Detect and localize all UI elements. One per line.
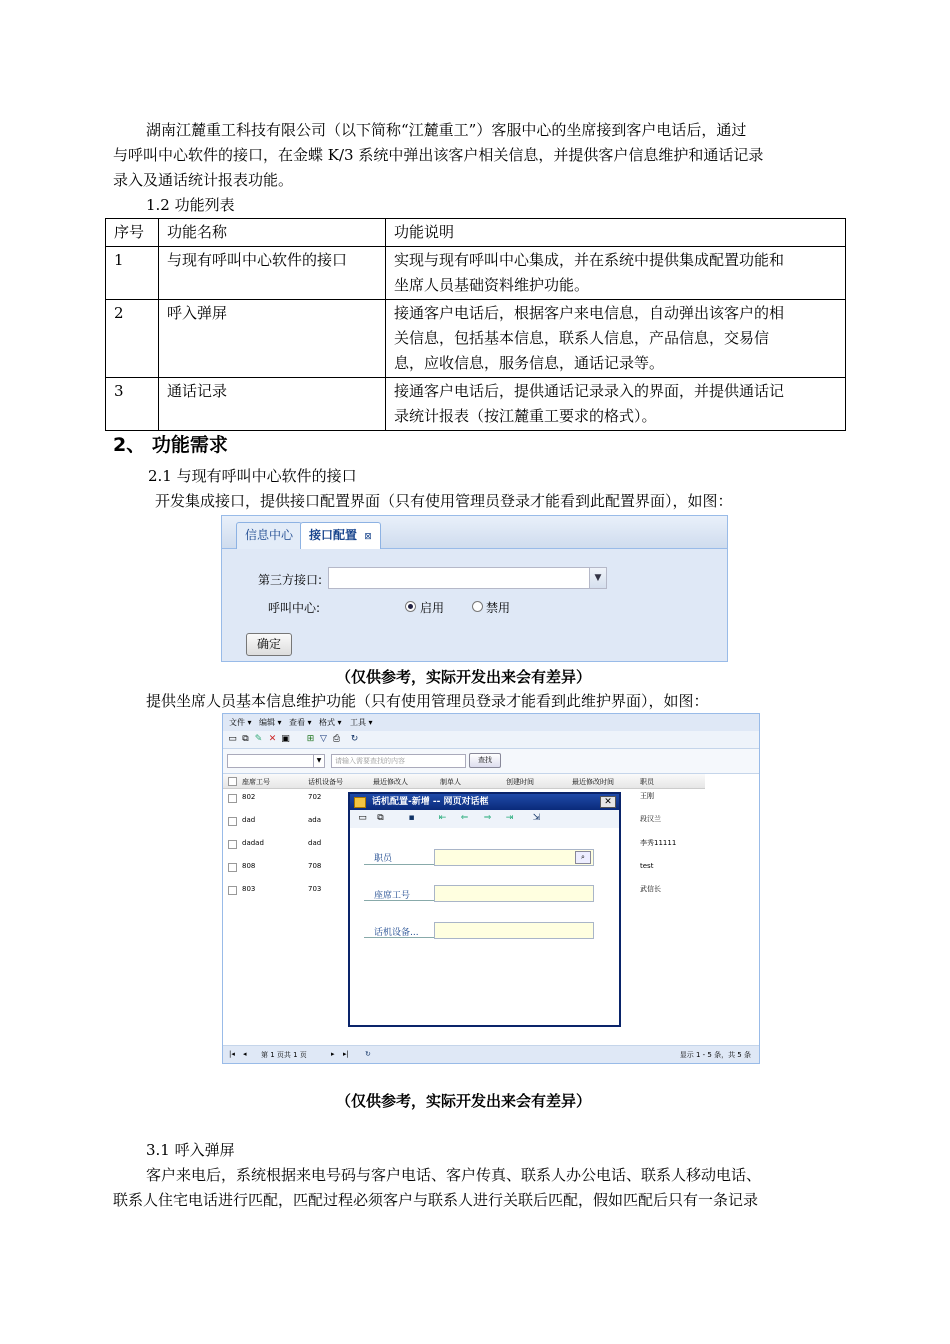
last-icon[interactable]: ⇥ <box>505 813 514 823</box>
row-checkbox[interactable] <box>228 886 237 895</box>
section-2-1-heading: 2.1 与现有呼叫中心软件的接口 <box>148 467 357 485</box>
radio-disable[interactable] <box>472 601 483 612</box>
cell-agent-id: dadad <box>242 839 264 847</box>
cell-no: 1 <box>106 247 159 300</box>
col-header: 职员 <box>640 778 654 786</box>
search-field-select[interactable] <box>227 754 325 768</box>
para-2-1: 开发集成接口，提供接口配置界面（只有使用管理员登录才能看到此配置界面），如图： <box>155 492 733 510</box>
refresh-icon[interactable]: ↻ <box>350 734 359 744</box>
page-info: 第 1 页共 1 页 <box>261 1051 307 1059</box>
search-button[interactable]: 查找 <box>469 753 501 768</box>
col-header: 最近修改时间 <box>572 778 614 786</box>
cell-device: dad <box>308 839 322 847</box>
ok-button[interactable]: 确定 <box>246 633 292 656</box>
row-checkbox[interactable] <box>228 840 237 849</box>
exit-icon[interactable]: ⇲ <box>532 813 541 823</box>
cell-device: 708 <box>308 862 322 870</box>
dialog-icon <box>354 797 366 808</box>
search-icon[interactable]: ⌕ <box>575 851 591 864</box>
radio-enable[interactable] <box>405 601 416 612</box>
cell-agent-id: dad <box>242 816 256 824</box>
chevron-down-icon[interactable]: ▼ <box>313 755 324 767</box>
header-name: 功能名称 <box>159 219 386 247</box>
next-icon[interactable]: ⇒ <box>483 813 492 823</box>
heading-2: 2、 功能需求 <box>113 434 228 456</box>
col-header: 座席工号 <box>242 778 270 786</box>
delete-icon[interactable]: ✕ <box>268 734 277 744</box>
record-count: 显示 1 - 5 条，共 5 条 <box>679 1051 751 1059</box>
section-3-1-heading: 3.1 呼入弹屏 <box>146 1141 235 1159</box>
cell-device: 703 <box>308 885 322 893</box>
cell-staff: test <box>640 862 654 870</box>
dialog-form <box>350 828 619 1025</box>
col-header: 创建时间 <box>506 778 534 786</box>
first-page-icon[interactable]: |◂ <box>229 1050 235 1058</box>
caption-2: （仅供参考，实际开发出来会有差异） <box>336 1092 592 1110</box>
radio-enable-label: 启用 <box>420 601 445 615</box>
desc-line: 息，应收信息，服务信息，通话记录等。 <box>394 354 665 372</box>
row-checkbox[interactable] <box>228 817 237 826</box>
filter-icon[interactable]: ▽ <box>320 734 327 744</box>
tab-interface-config[interactable] <box>300 522 381 549</box>
cell-no: 2 <box>106 300 159 378</box>
third-party-label: 第三方接口: <box>258 573 323 587</box>
cell-device: 702 <box>308 793 322 801</box>
divider <box>364 937 436 938</box>
refresh-icon[interactable]: ↻ <box>365 1050 371 1058</box>
para-3-1-line-1: 客户来电后，系统根据来电号码与客户电话、客户传真、联系人办公电话、联系人移动电话、 <box>146 1166 762 1184</box>
search-input[interactable]: 请输入需要查找的内容 <box>331 754 466 768</box>
cell-name: 通话记录 <box>159 378 386 431</box>
divider <box>364 900 436 901</box>
col-header: 制单人 <box>440 778 461 786</box>
field-device-label: 话机设备... <box>374 928 419 938</box>
cell-desc <box>386 300 846 378</box>
cell-agent-id: 802 <box>242 793 256 801</box>
desc-line: 坐席人员基础资料维护功能。 <box>394 276 590 294</box>
cell-desc <box>386 378 846 431</box>
tab-label: 接口配置 <box>309 528 358 542</box>
first-icon[interactable]: ⇤ <box>438 813 447 823</box>
cell-staff: 王刚 <box>640 792 654 800</box>
table-row <box>106 247 846 300</box>
caption-1: （仅供参考，实际开发出来会有差异） <box>336 668 592 686</box>
export-icon[interactable]: ⊞ <box>306 734 315 744</box>
field-agent-id-label: 座席工号 <box>374 891 411 901</box>
print-icon[interactable]: ⎙ <box>332 734 341 744</box>
para-3-1-line-2: 联系人住宅电话进行匹配，匹配过程必须客户与联系人进行关联后匹配，假如匹配后只有一条记录 <box>113 1191 759 1209</box>
divider <box>364 864 436 865</box>
last-page-icon[interactable]: ▸| <box>343 1050 349 1058</box>
cell-desc <box>386 247 846 300</box>
desc-line: 接通客户电话后，提供通话记录录入的界面，并提供通话记 <box>394 382 785 400</box>
menu-edit[interactable]: 编辑 ▾ <box>259 718 282 727</box>
table-row <box>106 378 846 431</box>
prev-icon[interactable]: ⇐ <box>460 813 469 823</box>
section-1-2-heading: 1.2 功能列表 <box>146 196 235 214</box>
toolbar <box>223 731 759 749</box>
desc-line: 关信息，包括基本信息，联系人信息，产品信息，交易信 <box>394 329 770 347</box>
menu-tools[interactable]: 工具 ▾ <box>350 718 373 727</box>
cell-name: 与现有呼叫中心软件的接口 <box>159 247 386 300</box>
col-header: 最近修改人 <box>373 778 408 786</box>
agent-id-field[interactable] <box>434 885 594 902</box>
header-desc: 功能说明 <box>386 219 846 247</box>
cell-no: 3 <box>106 378 159 431</box>
search-row <box>223 749 759 774</box>
close-icon[interactable]: ✕ <box>600 796 616 808</box>
new-icon[interactable]: ▭ <box>358 813 367 823</box>
select-all-checkbox[interactable] <box>228 777 237 786</box>
interface-config-screenshot <box>221 515 728 662</box>
menu-view[interactable]: 查看 ▾ <box>289 718 312 727</box>
cell-name: 呼入弹屏 <box>159 300 386 378</box>
intro-line-3: 录入及通话统计报表功能。 <box>113 171 294 189</box>
header-no: 序号 <box>106 219 159 247</box>
cell-staff: 武信长 <box>640 885 661 893</box>
tab-bar <box>222 516 727 549</box>
tab-info-center[interactable]: 信息中心 <box>236 522 302 549</box>
dialog-title-text: 话机配置-新增 -- 网页对话框 <box>372 797 489 807</box>
intro-line-2: 与呼叫中心软件的接口，在金蝶 K/3 系统中弹出该客户相关信息，并提供客户信息维护和通话记录 <box>113 146 764 164</box>
menu-bar <box>223 714 759 732</box>
chevron-down-icon[interactable]: ▼ <box>589 568 606 588</box>
cell-agent-id: 808 <box>242 862 256 870</box>
desc-line: 实现与现有呼叫中心集成，并在系统中提供集成配置功能和 <box>394 251 785 269</box>
staff-field[interactable] <box>434 849 594 866</box>
radio-disable-label: 禁用 <box>486 601 511 615</box>
copy-icon[interactable]: ⧉ <box>242 734 249 744</box>
agent-maintenance-screenshot <box>222 713 760 1064</box>
cell-agent-id: 803 <box>242 885 256 893</box>
menu-file[interactable]: 文件 ▾ <box>229 718 252 727</box>
cell-device: ada <box>308 816 322 824</box>
col-header: 话机设备号 <box>308 778 343 786</box>
row-checkbox[interactable] <box>228 794 237 803</box>
copy-icon[interactable]: ⧉ <box>377 813 384 823</box>
paste-icon[interactable]: ▣ <box>281 734 290 744</box>
pager <box>223 1045 759 1063</box>
row-checkbox[interactable] <box>228 863 237 872</box>
grid-header <box>223 774 705 789</box>
cell-staff: 李秀11111 <box>640 839 677 847</box>
next-page-icon[interactable]: ▸ <box>331 1050 335 1058</box>
dialog-title <box>350 794 619 810</box>
third-party-combo[interactable] <box>328 567 607 589</box>
para-agent: 提供坐席人员基本信息维护功能（只有使用管理员登录才能看到此维护界面），如图： <box>146 692 709 710</box>
desc-line: 录统计报表（按江麓重工要求的格式）。 <box>394 407 657 425</box>
menu-format[interactable]: 格式 ▾ <box>319 718 342 727</box>
dialog-toolbar <box>350 810 619 829</box>
cell-staff: 段汉兰 <box>640 815 661 823</box>
function-table <box>105 218 846 431</box>
prev-page-icon[interactable]: ◂ <box>243 1050 247 1058</box>
edit-icon[interactable]: ✎ <box>254 734 263 744</box>
table-row <box>106 300 846 378</box>
field-staff-label: 职员 <box>374 854 393 864</box>
save-icon[interactable]: ▪ <box>408 813 415 823</box>
new-icon[interactable]: ▭ <box>228 734 237 744</box>
call-center-label: 呼叫中心: <box>268 601 321 615</box>
intro-line-1: 湖南江麓重工科技有限公司（以下简称“江麓重工”）客服中心的坐席接到客户电话后，通过 <box>146 121 747 139</box>
close-icon[interactable]: ⊠ <box>364 532 372 542</box>
table-header-row <box>106 219 846 247</box>
phone-config-dialog <box>348 792 621 1027</box>
desc-line: 接通客户电话后，根据客户来电信息，自动弹出该客户的相 <box>394 304 785 322</box>
device-field[interactable] <box>434 922 594 939</box>
